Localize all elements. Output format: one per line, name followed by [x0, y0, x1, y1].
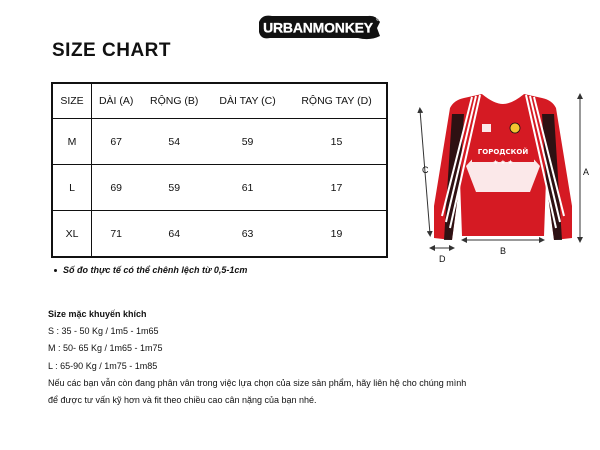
sleeve-width-cell: 15: [287, 119, 387, 165]
table-row: [52, 211, 387, 258]
size-cell: L: [52, 165, 92, 211]
jersey-measurement-diagram: [412, 84, 590, 266]
crest-icon: [510, 123, 520, 133]
recommend-line-m: M : 50- 65 Kg / 1m65 - 1m75: [48, 343, 163, 354]
recommended-sizes: [48, 306, 466, 409]
chest-stars: ★ ★ ★: [493, 159, 513, 166]
table-row: [52, 165, 387, 211]
recommend-advice-line-1: Nếu các bạn vẫn còn đang phân vân trong việc lựa chọn của size sản phẩm, hãy liên hệ cho chúng mình: [48, 377, 467, 388]
col-header-length: DÀI (A): [92, 83, 141, 119]
col-header-sleeve-width: RỘNG TAY (D): [287, 83, 387, 119]
size-table: [51, 82, 388, 258]
recommend-line-l: L : 65-90 Kg / 1m75 - 1m85: [48, 360, 158, 371]
length-cell: 71: [110, 227, 123, 240]
page-title: SIZE CHART: [52, 40, 171, 61]
col-header-sleeve-length: DÀI TAY (C): [208, 83, 287, 119]
label-d: D: [439, 254, 446, 264]
label-b: B: [500, 246, 507, 256]
col-header-width: RỘNG (B): [140, 83, 208, 119]
recommend-advice-line-2: để được tư vấn kỹ hơn và fit theo chiều cao cân nặng của bạn nhé.: [48, 395, 317, 406]
width-cell: 59: [140, 165, 208, 211]
chest-text: ГОРОДСКОЙ: [477, 148, 529, 156]
label-a: A: [583, 167, 590, 177]
sleeve-length-cell: 61: [208, 165, 287, 211]
width-cell: 64: [168, 227, 181, 240]
sleeve-width-cell: 17: [287, 165, 387, 211]
sleeve-length-cell: 63: [241, 227, 254, 240]
length-cell: 69: [92, 165, 141, 211]
table-header-row: [52, 83, 387, 119]
recommend-line-s: S : 35 - 50 Kg / 1m5 - 1m65: [48, 326, 159, 337]
measurement-note-text: Số đo thực tế có thể chênh lệch từ 0,5-1cm: [63, 265, 248, 275]
recommend-heading: Size mặc khuyến khích: [48, 309, 147, 319]
brand-logo: [258, 12, 382, 42]
table-row: [52, 119, 387, 165]
brand-logo-text: URBANMONKEY: [263, 19, 373, 36]
length-cell: 67: [92, 119, 141, 165]
size-cell: XL: [52, 211, 92, 258]
col-header-size: SIZE: [52, 83, 92, 119]
width-cell: 54: [140, 119, 208, 165]
size-cell: M: [52, 119, 92, 165]
sleeve-width-cell: 19: [330, 227, 343, 240]
bullet-icon: [54, 269, 57, 272]
brand-registered-mark: ®: [375, 15, 382, 23]
measurement-note: [54, 265, 247, 275]
label-c: C: [422, 165, 429, 175]
sleeve-length-cell: 59: [208, 119, 287, 165]
badge-icon: [482, 124, 491, 132]
